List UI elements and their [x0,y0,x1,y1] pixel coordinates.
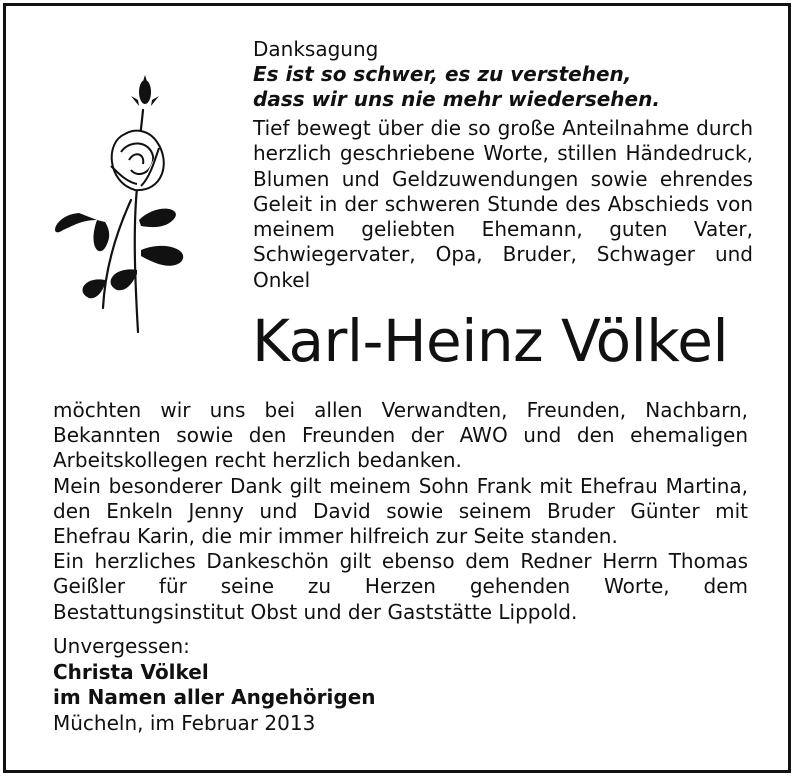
signer-note: im Namen aller Angehörigen [53,685,376,709]
body-paragraph: Mein besonderer Dank gilt meinem Sohn Frank mit Ehefrau Martina, den Enkeln Jenny und David sowie seinem Bruder Günter mit Ehefrau Karin, die mir immer hilfreich zur Seite standen. [53,473,748,549]
closing-line: Unvergessen: [53,634,190,658]
notice-body [53,398,748,625]
signer-name: Christa Völkel [53,659,209,684]
place-date: Mücheln, im Februar 2013 [53,710,316,735]
signature-block [53,634,376,736]
body-paragraph: Ein herzliches Dankeschön gilt ebenso dem Redner Herrn Thomas Geißler für seine zu Herzen gehenden Worte, dem Bestattungsinstitut Obst und der Gaststätte Lippold. [53,549,748,624]
deceased-name: Karl-Heinz Völkel [252,307,729,375]
intro-paragraph: Tief bewegt über die so große Anteilnahme durch herzlich geschriebene Worte, stillen Händedruck, Blumen und Geldzuwendungen sowie ehrendes Geleit in der schweren Stunde des Abschieds von meinem geliebten Ehemann, guten Vater, Schwiegervater, Opa, Bruder, Schwager und Onkel [253,116,753,292]
heading-danksagung: Danksagung [253,37,379,61]
motto-line-1: Es ist so schwer, es zu verstehen, [253,62,632,86]
body-paragraph: möchten wir uns bei allen Verwandten, Freunden, Nachbarn, Bekannten sowie den Freunden der AWO und den ehemaligen Arbeitskollegen recht herzlich bedanken. [53,398,748,473]
notice-header [253,36,753,293]
rose-icon [45,70,195,335]
motto-line-2: dass wir uns nie mehr wiedersehen. [253,87,660,111]
